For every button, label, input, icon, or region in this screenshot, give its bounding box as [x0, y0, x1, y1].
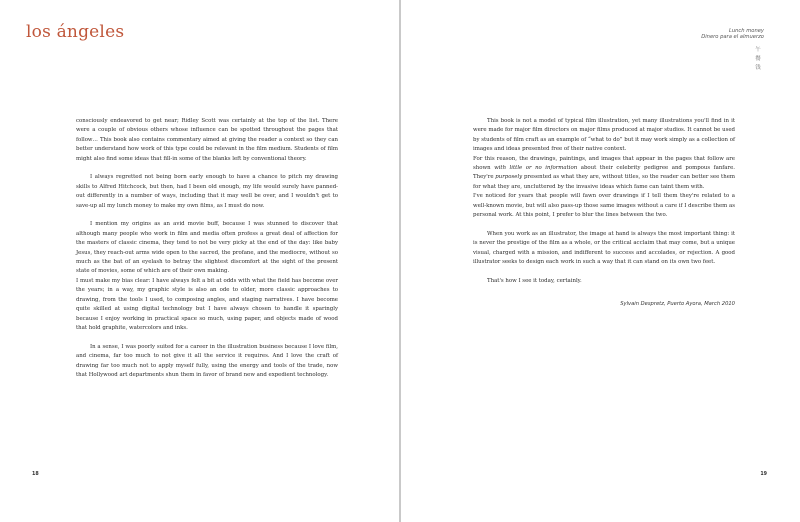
signature: Sylvain Despretz, Puerto Ayora, March 2010: [620, 301, 735, 308]
kanji-vertical: [754, 46, 762, 73]
left-text-column: [76, 117, 338, 390]
left-page: [0, 0, 399, 522]
page-number-left: 18: [32, 472, 39, 477]
kanji-char-2: 餐: [755, 56, 761, 62]
left-paragraph-4: I must make my bias clear: I have always felt a bit at odds with what the field has become over the years; in a way, my graphic style is also an ode to older, more classic approaches to drawing, from the tools I used, to composing angles, and staging narratives. I have become quite skilled at using digital technology but I have always chosen to handle it sparingly because I enjoy working in practical space so much, using paper, and objects made of wood that hold graphite, watercolors and inks.: [76, 277, 338, 331]
p2-emphasis-a: with little or no information: [494, 165, 578, 172]
right-paragraph-2: [473, 155, 735, 193]
right-paragraph-3: I've noticed for years that people will fawn over drawings if I tell them they're related to a well-known movie, but will also pass-up those same images without a care if I describe them as personal work. At this point, I prefer to blur the lines between the two.: [473, 193, 735, 219]
p2-emphasis-b: purposely: [495, 174, 523, 181]
page-number-right: 19: [760, 472, 767, 477]
brand-title: los ángeles: [26, 22, 125, 42]
kanji-char-3: 钱: [755, 65, 761, 71]
left-paragraph-5: In a sense, I was poorly suited for a career in the illustration business because I love film, and cinema, far too much to not give it all the service it requires. And I love the craft of drawing far too much not to apply myself fully, using the energy and tools of the trade, now that Hollywood art departments shun them in favor of brand new and expedient technology.: [76, 343, 338, 378]
right-text-column: [473, 117, 735, 319]
left-paragraph-2: I always regretted not being born early enough to have a chance to pitch my drawing skills to Alfred Hitchcock, but then, had I been old enough, my life would surely have panned-out differently in a number of ways, including that it may well be over, and I wouldn't get to save-up all my lunch money to make my own films, as I must do now.: [76, 174, 338, 209]
right-paragraph-4: When you work as an illustrator, the image at hand is always the most important thing: it is never the prestige of the film as a whole, or the critical acclaim that may come, but a unique visual, charged with a mission, and indifferent to success and accolades, or rejection. A good illustrator seeks to design each work in such a way that it can stand on its own two feet.: [473, 230, 735, 266]
left-paragraph-3: I mention my origins as an avid movie buff, because I was stunned to discover that although many people who work in film and media often profess a great deal of affection for the masters of classic cinema, they tend to not be very picky at the end of the day: like baby Jesus, they reach-out arms wide open to the sacred, the profane, and the mediocre, without so much as the bat of an eyelash to betray the slightest discomfort at the sight of the present state of movies, some of which are of their own making.: [76, 221, 338, 275]
running-subtitle: Dinero para el almuerzo: [701, 34, 764, 41]
kanji-char-1: 午: [755, 47, 761, 53]
right-paragraph-1: This book is not a model of typical film illustration, yet many illustrations you'll find in it were made for major film directors on major films produced at major studios. It cannot be used by students of film craft as an example of “what to do” but it may work simply as a collection of images and ideas presented free of their native context.: [473, 118, 735, 153]
p2-text-c: presented as what they are, without titles, so the reader can better see them for what they are, uncluttered by the invasive ideas which fame can taint them with.: [473, 174, 735, 190]
right-page: [401, 0, 800, 522]
left-paragraph-1: consciously endeavored to get near; Ridley Scott was certainly at the top of the list. There were a couple of obvious others whose influence can be spotted throughout the pages that follow… This book also contains commentary aimed at giving the reader a context so they can better understand how work of this type could be relevant in the film medium. Students of film might also find some ideas that fill-in some of the blanks left by conventional theory.: [76, 118, 338, 162]
right-paragraph-5: That's how I see it today, certainly.: [487, 277, 582, 284]
p2-text-b: about their celebrity pedigree and pompous fanfare. They're: [473, 165, 735, 181]
running-header: [701, 28, 764, 41]
running-title: Lunch money: [728, 28, 764, 34]
p2-text-a: For this reason, the drawings, paintings, and images that appear in the pages that follow are shown: [473, 155, 735, 172]
